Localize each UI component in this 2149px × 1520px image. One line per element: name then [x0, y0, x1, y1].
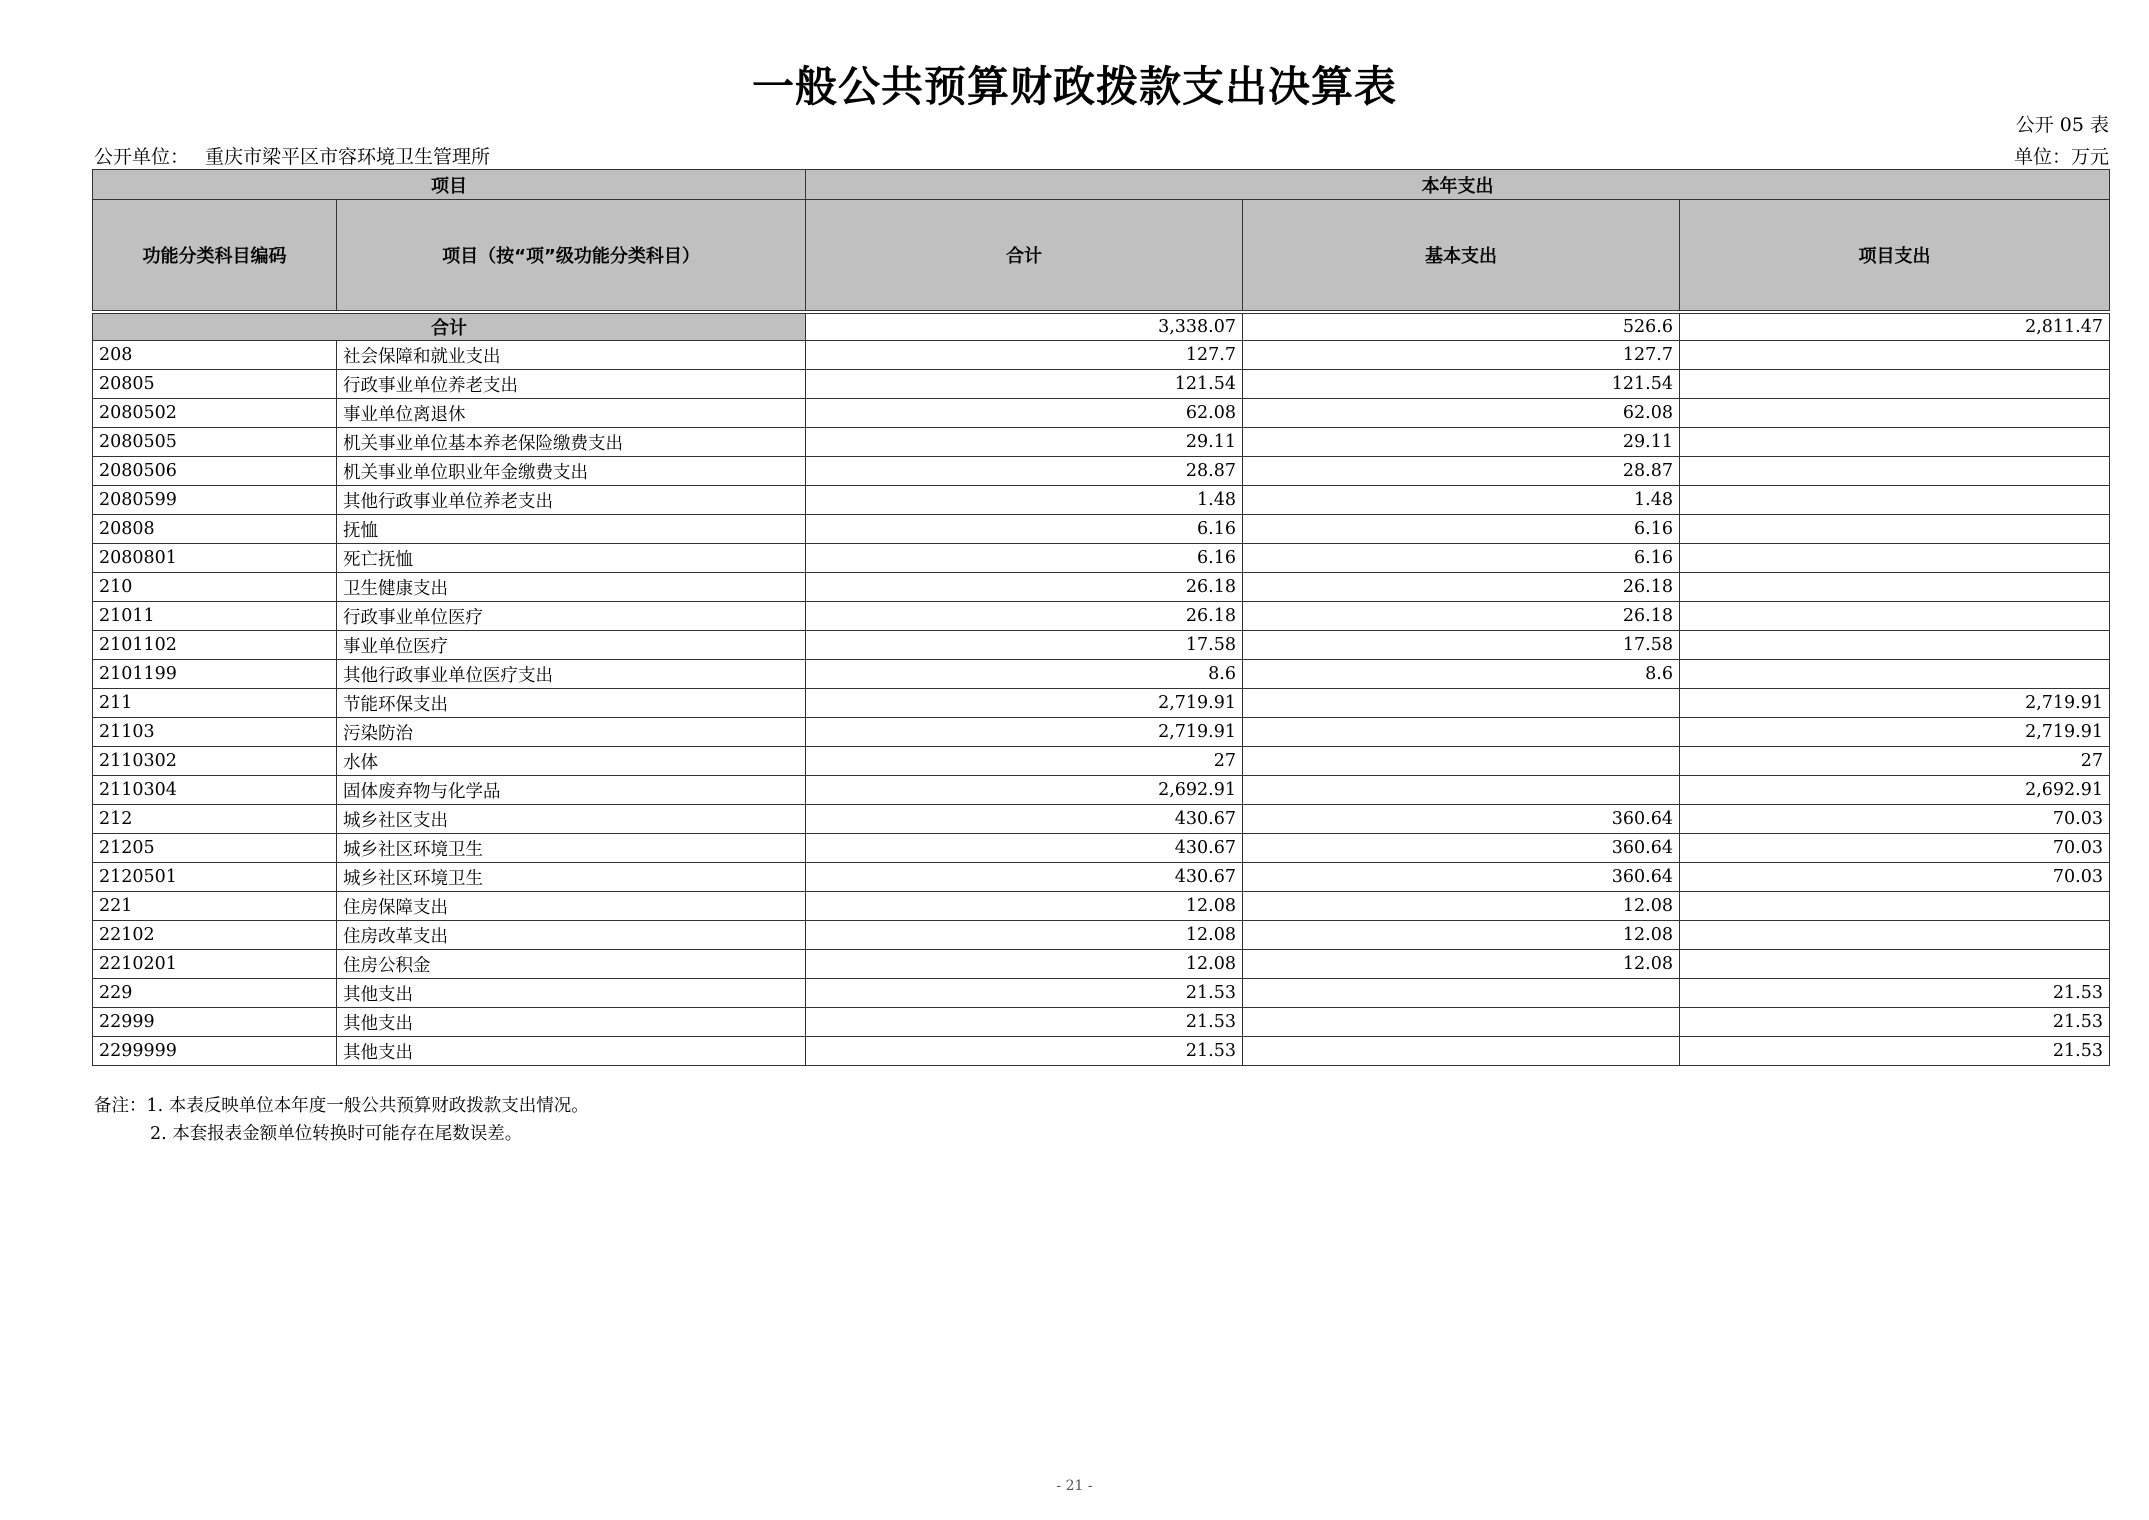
table-row	[93, 892, 2110, 921]
cell-basic: 12.08	[1243, 950, 1680, 979]
cell-name: 事业单位离退休	[337, 399, 806, 428]
cell-total: 2,719.91	[806, 689, 1243, 718]
cell-project	[1680, 341, 2110, 370]
cell-name: 其他行政事业单位养老支出	[337, 486, 806, 515]
table-row	[93, 718, 2110, 747]
cell-name: 水体	[337, 747, 806, 776]
cell-code: 2101199	[93, 660, 337, 689]
total-row	[93, 314, 2110, 341]
cell-code: 2080801	[93, 544, 337, 573]
cell-project: 21.53	[1680, 1037, 2110, 1066]
cell-total: 127.7	[806, 341, 1243, 370]
cell-basic: 8.6	[1243, 660, 1680, 689]
table-row	[93, 544, 2110, 573]
cell-basic	[1243, 776, 1680, 805]
cell-code: 2080506	[93, 457, 337, 486]
cell-basic: 127.7	[1243, 341, 1680, 370]
cell-name: 住房公积金	[337, 950, 806, 979]
cell-code: 229	[93, 979, 337, 1008]
cell-name: 抚恤	[337, 515, 806, 544]
table-row	[93, 660, 2110, 689]
table-row	[93, 950, 2110, 979]
cell-project: 2,692.91	[1680, 776, 2110, 805]
cell-total: 430.67	[806, 805, 1243, 834]
cell-total: 29.11	[806, 428, 1243, 457]
cell-project	[1680, 486, 2110, 515]
cell-project: 21.53	[1680, 979, 2110, 1008]
cell-basic: 360.64	[1243, 834, 1680, 863]
cell-project: 21.53	[1680, 1008, 2110, 1037]
cell-total: 21.53	[806, 1008, 1243, 1037]
notes	[94, 1092, 589, 1148]
cell-basic	[1243, 1037, 1680, 1066]
cell-name: 住房保障支出	[337, 892, 806, 921]
cell-total: 430.67	[806, 834, 1243, 863]
cell-name: 事业单位医疗	[337, 631, 806, 660]
cell-basic: 12.08	[1243, 921, 1680, 950]
cell-basic	[1243, 718, 1680, 747]
cell-code: 20808	[93, 515, 337, 544]
cell-basic: 360.64	[1243, 863, 1680, 892]
cell-code: 2110304	[93, 776, 337, 805]
cell-name: 污染防治	[337, 718, 806, 747]
cell-name: 行政事业单位医疗	[337, 602, 806, 631]
cell-code: 2299999	[93, 1037, 337, 1066]
table-row	[93, 428, 2110, 457]
cell-project: 70.03	[1680, 834, 2110, 863]
cell-total: 17.58	[806, 631, 1243, 660]
cell-total: 12.08	[806, 892, 1243, 921]
cell-project	[1680, 515, 2110, 544]
cell-name: 卫生健康支出	[337, 573, 806, 602]
cell-name: 城乡社区环境卫生	[337, 834, 806, 863]
cell-project	[1680, 660, 2110, 689]
cell-code: 2080505	[93, 428, 337, 457]
cell-basic: 26.18	[1243, 602, 1680, 631]
cell-total: 6.16	[806, 544, 1243, 573]
cell-code: 22102	[93, 921, 337, 950]
cell-basic	[1243, 747, 1680, 776]
cell-total: 121.54	[806, 370, 1243, 399]
cell-total: 27	[806, 747, 1243, 776]
table-row	[93, 834, 2110, 863]
cell-code: 208	[93, 341, 337, 370]
cell-total: 430.67	[806, 863, 1243, 892]
note-line-2: 2. 本套报表金额单位转换时可能存在尾数误差。	[150, 1124, 523, 1144]
table-row	[93, 689, 2110, 718]
header-project: 项目支出	[1680, 200, 2110, 311]
cell-total: 26.18	[806, 602, 1243, 631]
cell-project	[1680, 457, 2110, 486]
cell-name: 行政事业单位养老支出	[337, 370, 806, 399]
cell-total: 26.18	[806, 573, 1243, 602]
cell-code: 2101102	[93, 631, 337, 660]
table-row	[93, 515, 2110, 544]
currency-unit: 单位：万元	[2013, 146, 2109, 168]
table-row	[93, 805, 2110, 834]
cell-code: 21205	[93, 834, 337, 863]
table-row	[93, 921, 2110, 950]
cell-project: 2,719.91	[1680, 718, 2110, 747]
cell-project	[1680, 544, 2110, 573]
total-row-basic: 526.6	[1243, 314, 1680, 341]
cell-basic	[1243, 1008, 1680, 1037]
total-row-total: 3,338.07	[806, 314, 1243, 341]
table-row	[93, 573, 2110, 602]
cell-total: 12.08	[806, 921, 1243, 950]
header-this-year: 本年支出	[806, 170, 2110, 200]
header-name: 项目（按“项”级功能分类科目）	[337, 200, 806, 311]
cell-total: 2,719.91	[806, 718, 1243, 747]
cell-basic: 6.16	[1243, 544, 1680, 573]
reporting-unit-name: 重庆市梁平区市容环境卫生管理所	[205, 146, 491, 168]
cell-code: 2120501	[93, 863, 337, 892]
page-title: 一般公共预算财政拨款支出决算表	[751, 62, 1397, 111]
reporting-unit-label: 公开单位：	[94, 146, 190, 168]
table-row	[93, 979, 2110, 1008]
cell-total: 21.53	[806, 1037, 1243, 1066]
cell-code: 21103	[93, 718, 337, 747]
cell-code: 20805	[93, 370, 337, 399]
cell-code: 2210201	[93, 950, 337, 979]
header-code: 功能分类科目编码	[93, 200, 337, 311]
form-number: 公开 05 表	[2015, 114, 2109, 136]
cell-project	[1680, 631, 2110, 660]
cell-project	[1680, 950, 2110, 979]
cell-basic: 28.87	[1243, 457, 1680, 486]
cell-name: 固体废弃物与化学品	[337, 776, 806, 805]
cell-name: 城乡社区支出	[337, 805, 806, 834]
table-row	[93, 1037, 2110, 1066]
cell-total: 28.87	[806, 457, 1243, 486]
cell-name: 其他支出	[337, 979, 806, 1008]
cell-name: 社会保障和就业支出	[337, 341, 806, 370]
table-row	[93, 863, 2110, 892]
reporting-unit	[94, 142, 490, 169]
note-line-1: 备注：1. 本表反映单位本年度一般公共预算财政拨款支出情况。	[94, 1096, 589, 1116]
cell-project: 70.03	[1680, 863, 2110, 892]
cell-name: 节能环保支出	[337, 689, 806, 718]
cell-basic: 17.58	[1243, 631, 1680, 660]
table-row	[93, 486, 2110, 515]
table-row	[93, 1008, 2110, 1037]
cell-name: 机关事业单位基本养老保险缴费支出	[337, 428, 806, 457]
table-row	[93, 341, 2110, 370]
cell-total: 8.6	[806, 660, 1243, 689]
table-row	[93, 457, 2110, 486]
table-row	[93, 776, 2110, 805]
expenditure-table	[92, 169, 2110, 1066]
cell-name: 其他支出	[337, 1008, 806, 1037]
cell-basic: 12.08	[1243, 892, 1680, 921]
cell-name: 城乡社区环境卫生	[337, 863, 806, 892]
cell-total: 2,692.91	[806, 776, 1243, 805]
cell-basic: 29.11	[1243, 428, 1680, 457]
cell-total: 12.08	[806, 950, 1243, 979]
cell-project	[1680, 892, 2110, 921]
total-row-project: 2,811.47	[1680, 314, 2110, 341]
cell-name: 死亡抚恤	[337, 544, 806, 573]
cell-basic	[1243, 979, 1680, 1008]
cell-basic: 62.08	[1243, 399, 1680, 428]
table-row	[93, 602, 2110, 631]
cell-total: 6.16	[806, 515, 1243, 544]
table-row	[93, 747, 2110, 776]
table-row	[93, 631, 2110, 660]
cell-project	[1680, 399, 2110, 428]
cell-code: 2080502	[93, 399, 337, 428]
cell-name: 机关事业单位职业年金缴费支出	[337, 457, 806, 486]
cell-basic: 360.64	[1243, 805, 1680, 834]
cell-total: 1.48	[806, 486, 1243, 515]
cell-code: 221	[93, 892, 337, 921]
cell-code: 2080599	[93, 486, 337, 515]
cell-name: 其他行政事业单位医疗支出	[337, 660, 806, 689]
cell-project: 2,719.91	[1680, 689, 2110, 718]
cell-project: 27	[1680, 747, 2110, 776]
cell-project	[1680, 428, 2110, 457]
cell-code: 211	[93, 689, 337, 718]
cell-name: 住房改革支出	[337, 921, 806, 950]
cell-basic: 1.48	[1243, 486, 1680, 515]
table-row	[93, 370, 2110, 399]
cell-project	[1680, 573, 2110, 602]
cell-code: 21011	[93, 602, 337, 631]
cell-basic: 26.18	[1243, 573, 1680, 602]
cell-project	[1680, 370, 2110, 399]
cell-code: 212	[93, 805, 337, 834]
header-basic: 基本支出	[1243, 200, 1680, 311]
cell-project	[1680, 921, 2110, 950]
page-number: - 21 -	[1056, 1478, 1093, 1494]
header-item: 项目	[93, 170, 806, 200]
table-row	[93, 399, 2110, 428]
cell-project: 70.03	[1680, 805, 2110, 834]
header-total: 合计	[806, 200, 1243, 311]
cell-basic	[1243, 689, 1680, 718]
cell-code: 210	[93, 573, 337, 602]
cell-code: 22999	[93, 1008, 337, 1037]
cell-project	[1680, 602, 2110, 631]
cell-name: 其他支出	[337, 1037, 806, 1066]
cell-basic: 121.54	[1243, 370, 1680, 399]
cell-total: 62.08	[806, 399, 1243, 428]
total-row-label: 合计	[93, 314, 806, 341]
cell-total: 21.53	[806, 979, 1243, 1008]
cell-basic: 6.16	[1243, 515, 1680, 544]
cell-code: 2110302	[93, 747, 337, 776]
